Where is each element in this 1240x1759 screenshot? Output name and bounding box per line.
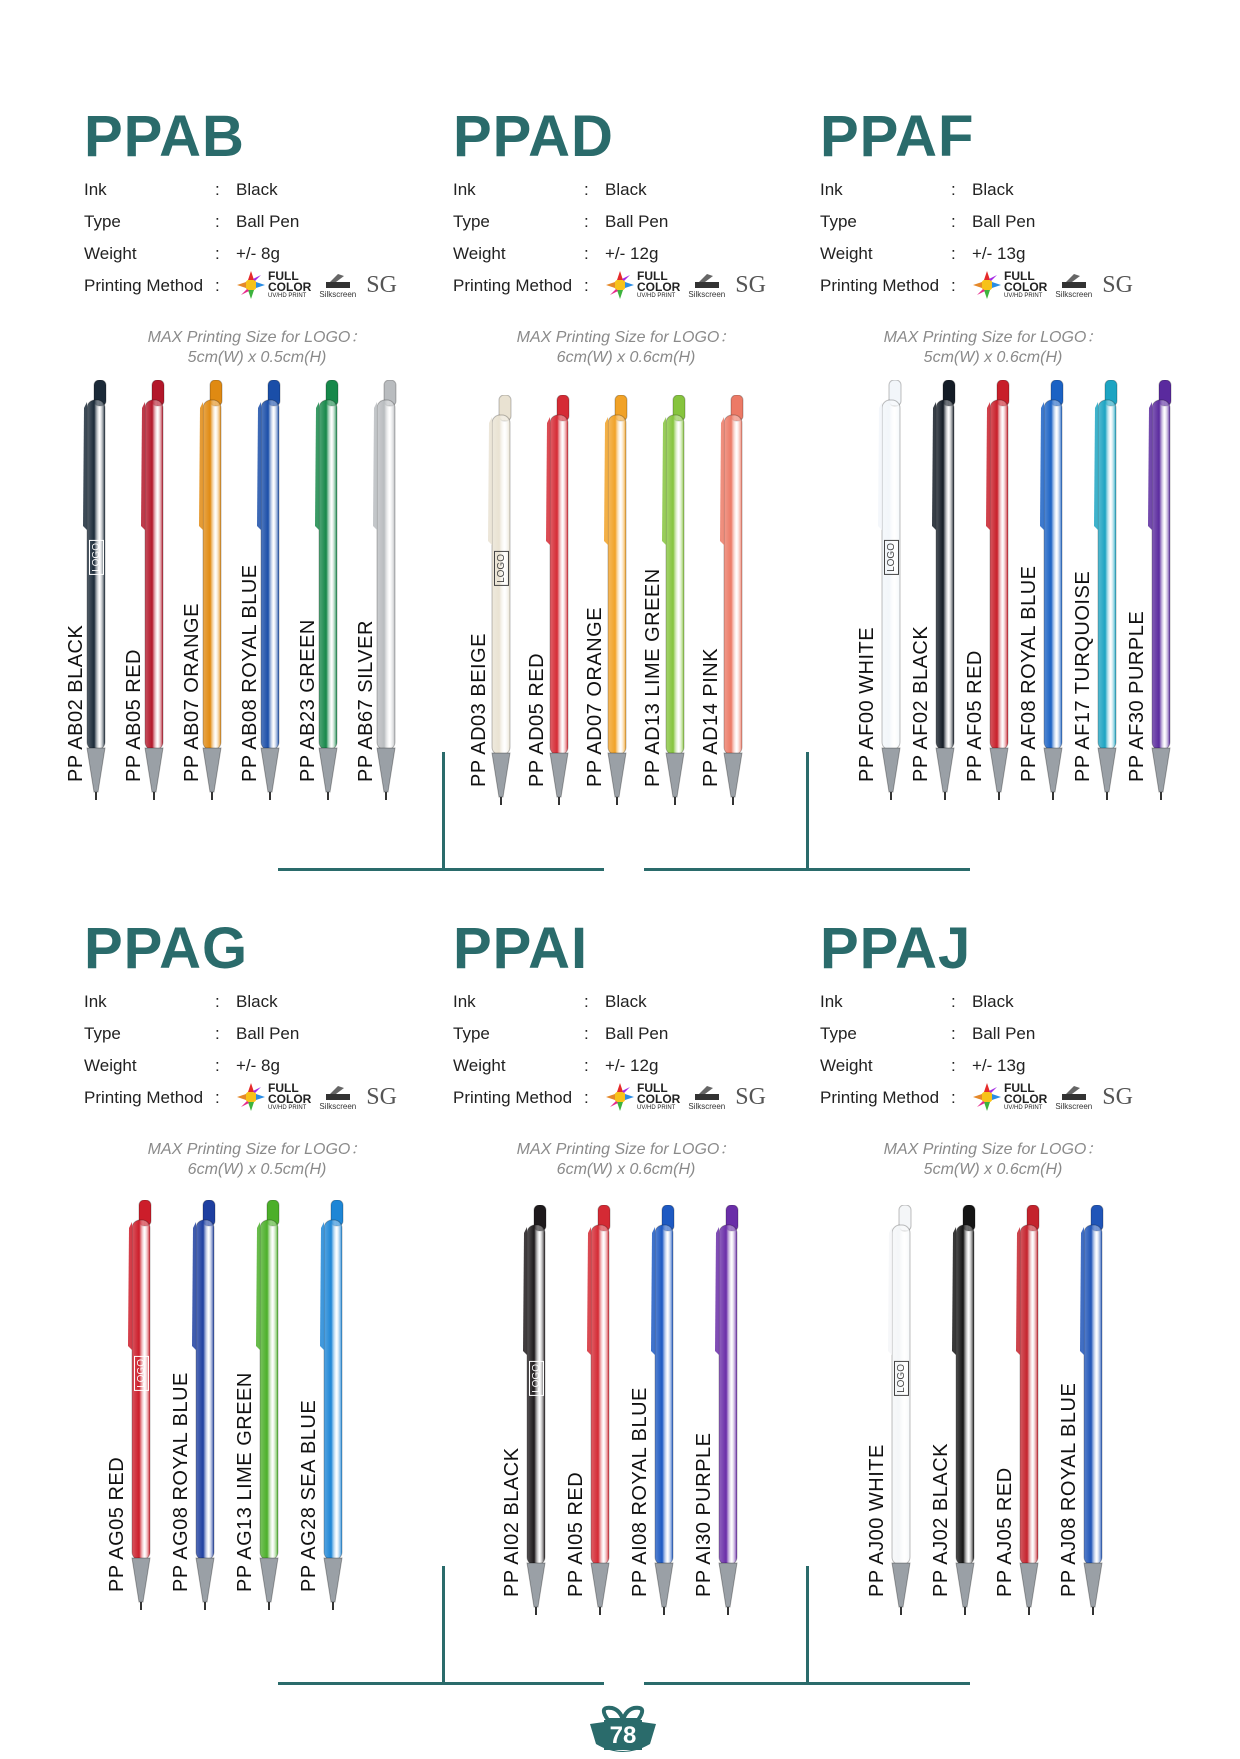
pen-lineup xyxy=(460,395,750,805)
sg-print-label: SG xyxy=(366,272,397,298)
silkscreen-label: Silkscreen xyxy=(1055,289,1093,299)
max-print-size xyxy=(92,328,422,368)
spec-colon: : xyxy=(951,180,956,199)
pen-item xyxy=(988,1205,1052,1615)
spec-colon: : xyxy=(584,1024,589,1043)
pen-label: PP AB67 SILVER xyxy=(355,620,377,782)
silkscreen-icon xyxy=(688,272,725,299)
spec-label-weight: Weight xyxy=(84,244,137,263)
spec-label-printing: Printing Method xyxy=(820,276,940,295)
max-print-size xyxy=(828,328,1158,368)
pen-label: PP AJ00 WHITE xyxy=(866,1444,888,1597)
uv-print-label: UV/HD PRINT xyxy=(1004,1104,1043,1111)
pen-label: PP AB08 ROYAL BLUE xyxy=(239,564,261,782)
pen-label: PP AF00 WHITE xyxy=(856,626,878,782)
full-label: FULL xyxy=(637,268,668,283)
spec-value-weight: +/- 13g xyxy=(972,244,1026,263)
spec-label-ink: Ink xyxy=(453,180,476,199)
spec-label-ink: Ink xyxy=(820,180,843,199)
spec-row-ink xyxy=(453,174,783,206)
pen-label: PP AI08 ROYAL BLUE xyxy=(629,1387,651,1597)
spec-label-type: Type xyxy=(453,212,490,231)
spec-label-weight: Weight xyxy=(84,1056,137,1075)
divider-line xyxy=(278,868,604,871)
pen-item xyxy=(623,1205,687,1615)
spec-label-ink: Ink xyxy=(453,992,476,1011)
pen-item xyxy=(1066,380,1120,800)
uv-print-label: UV/HD PRINT xyxy=(637,1104,676,1111)
print-method-icons xyxy=(236,266,397,304)
pen-item xyxy=(850,380,904,800)
color-label: COLOR xyxy=(268,1091,312,1106)
pen-item xyxy=(958,380,1012,800)
product-block xyxy=(84,916,414,1114)
divider-line xyxy=(806,752,809,869)
spec-colon: : xyxy=(215,1088,220,1107)
color-label: COLOR xyxy=(637,1091,681,1106)
pen-item xyxy=(55,380,113,800)
divider-line xyxy=(278,1682,604,1685)
spec-value-ink: Black xyxy=(236,180,278,199)
spec-colon: : xyxy=(951,244,956,263)
spec-label-type: Type xyxy=(84,212,121,231)
pen-item xyxy=(228,1200,292,1610)
logo-print-area: LOGO xyxy=(529,1361,544,1396)
pen-item xyxy=(345,380,403,800)
pen-label: PP AI02 BLACK xyxy=(501,1447,523,1597)
spec-label-ink: Ink xyxy=(84,180,107,199)
spec-row-ink xyxy=(84,986,414,1018)
spec-value-weight: +/- 12g xyxy=(605,244,659,263)
spec-colon: : xyxy=(951,1088,956,1107)
page-number: 78 xyxy=(609,1722,637,1749)
pen-label: PP AF17 TURQUOISE xyxy=(1072,570,1094,782)
spec-row-printing xyxy=(84,270,414,302)
silkscreen-icon xyxy=(1055,272,1092,299)
spec-label-weight: Weight xyxy=(820,1056,873,1075)
silkscreen-label: Silkscreen xyxy=(688,289,726,299)
pen-item xyxy=(460,395,518,805)
spec-value-type: Ball Pen xyxy=(605,212,669,231)
logo-print-area: LOGO xyxy=(894,1361,909,1396)
product-code: PPAF xyxy=(820,104,975,169)
spec-value-type: Ball Pen xyxy=(605,1024,669,1043)
uv-print-label: UV/HD PRINT xyxy=(268,292,307,299)
color-burst-icon xyxy=(236,1082,266,1112)
sg-print-label: SG xyxy=(735,1084,766,1110)
spec-colon: : xyxy=(951,1056,956,1075)
color-label: COLOR xyxy=(268,279,312,294)
sg-print-label: SG xyxy=(1102,1084,1133,1110)
pen-item xyxy=(113,380,171,800)
spec-label-printing: Printing Method xyxy=(453,1088,573,1107)
spec-row-ink xyxy=(453,986,783,1018)
spec-colon: : xyxy=(951,212,956,231)
color-label: COLOR xyxy=(1004,279,1048,294)
divider-line xyxy=(442,752,445,869)
full-label: FULL xyxy=(637,1080,668,1095)
spec-label-ink: Ink xyxy=(820,992,843,1011)
product-block xyxy=(820,104,1150,302)
pen-item xyxy=(164,1200,228,1610)
max-print-size xyxy=(461,1140,791,1180)
spec-value-type: Ball Pen xyxy=(236,212,300,231)
pen-label: PP AJ02 BLACK xyxy=(930,1443,952,1597)
pen-lineup xyxy=(860,1205,1116,1615)
squeegee-icon xyxy=(693,272,721,290)
silkscreen-icon xyxy=(319,272,356,299)
spec-value-weight: +/- 8g xyxy=(236,1056,280,1075)
spec-label-weight: Weight xyxy=(453,1056,506,1075)
color-label: COLOR xyxy=(1004,1091,1048,1106)
color-burst-icon xyxy=(972,270,1002,300)
pen-label: PP AJ08 ROYAL BLUE xyxy=(1058,1382,1080,1597)
max-print-size xyxy=(92,1140,422,1180)
spec-colon: : xyxy=(951,992,956,1011)
logo-print-area: LOGO xyxy=(89,540,104,575)
uv-print-label: UV/HD PRINT xyxy=(1004,292,1043,299)
pen-lineup xyxy=(495,1205,751,1615)
max-print-title: MAX Printing Size for LOGO： xyxy=(516,329,736,346)
pen-label: PP AI05 RED xyxy=(565,1471,587,1597)
full-color-print-icon xyxy=(605,270,680,300)
max-print-size xyxy=(828,1140,1158,1180)
spec-label-type: Type xyxy=(84,1024,121,1043)
logo-print-area: LOGO xyxy=(134,1356,149,1391)
max-print-title: MAX Printing Size for LOGO： xyxy=(516,1141,736,1158)
spec-value-weight: +/- 8g xyxy=(236,244,280,263)
spec-value-ink: Black xyxy=(972,180,1014,199)
spec-value-ink: Black xyxy=(972,992,1014,1011)
pen-label: PP AD14 PINK xyxy=(700,647,722,787)
product-code: PPAJ xyxy=(820,916,972,981)
spec-colon: : xyxy=(584,1088,589,1107)
silkscreen-icon xyxy=(319,1084,356,1111)
spec-colon: : xyxy=(584,992,589,1011)
max-print-title: MAX Printing Size for LOGO： xyxy=(147,1141,367,1158)
color-label: COLOR xyxy=(637,279,681,294)
print-method-icons xyxy=(605,1078,766,1116)
pen-item xyxy=(1012,380,1066,800)
max-print-title: MAX Printing Size for LOGO： xyxy=(883,1141,1103,1158)
pen-item xyxy=(904,380,958,800)
spec-row-ink xyxy=(820,986,1150,1018)
spec-colon: : xyxy=(215,212,220,231)
pen-label: PP AJ05 RED xyxy=(994,1467,1016,1597)
spec-value-ink: Black xyxy=(236,992,278,1011)
full-color-text xyxy=(637,268,681,300)
product-code: PPAB xyxy=(84,104,245,169)
print-method-icons xyxy=(605,266,766,304)
full-color-print-icon xyxy=(972,270,1047,300)
divider-line xyxy=(806,1566,809,1683)
silkscreen-label: Silkscreen xyxy=(1055,1101,1093,1111)
spec-value-type: Ball Pen xyxy=(972,212,1036,231)
pen-label: PP AD03 BEIGE xyxy=(468,633,490,787)
full-color-print-icon xyxy=(236,1082,311,1112)
pen-label: PP AG08 ROYAL BLUE xyxy=(170,1372,192,1592)
full-label: FULL xyxy=(1004,1080,1035,1095)
color-burst-icon xyxy=(236,270,266,300)
spec-colon: : xyxy=(215,180,220,199)
spec-colon: : xyxy=(584,212,589,231)
spec-row-type xyxy=(453,1018,783,1050)
print-method-icons xyxy=(972,266,1133,304)
product-block xyxy=(84,104,414,302)
silkscreen-label: Silkscreen xyxy=(688,1101,726,1111)
spec-row-type xyxy=(820,1018,1150,1050)
pen-label: PP AG28 SEA BLUE xyxy=(298,1399,320,1592)
silkscreen-label: Silkscreen xyxy=(319,289,357,299)
silkscreen-icon xyxy=(688,1084,725,1111)
max-print-size xyxy=(461,328,791,368)
pen-label: PP AD13 LIME GREEN xyxy=(642,568,664,787)
full-color-print-icon xyxy=(236,270,311,300)
spec-colon: : xyxy=(215,1056,220,1075)
sg-print-label: SG xyxy=(366,1084,397,1110)
spec-value-ink: Black xyxy=(605,992,647,1011)
pen-item xyxy=(559,1205,623,1615)
spec-row-printing xyxy=(453,1082,783,1114)
squeegee-icon xyxy=(1060,272,1088,290)
pen-label: PP AD05 RED xyxy=(526,652,548,787)
pen-item xyxy=(634,395,692,805)
pen-label: PP AD07 ORANGE xyxy=(584,606,606,787)
max-print-value: 6cm(W) x 0.6cm(H) xyxy=(556,1161,696,1178)
spec-row-printing xyxy=(453,270,783,302)
pen-item xyxy=(1052,1205,1116,1615)
spec-colon: : xyxy=(584,180,589,199)
page-number-badge xyxy=(578,1698,668,1754)
spec-row-type xyxy=(84,206,414,238)
spec-label-type: Type xyxy=(820,212,857,231)
full-color-text xyxy=(1004,1080,1048,1112)
sg-print-label: SG xyxy=(1102,272,1133,298)
pen-item xyxy=(229,380,287,800)
spec-colon: : xyxy=(584,1056,589,1075)
spec-row-ink xyxy=(820,174,1150,206)
pen-label: PP AI30 PURPLE xyxy=(693,1432,715,1597)
silkscreen-label: Silkscreen xyxy=(319,1101,357,1111)
full-label: FULL xyxy=(1004,268,1035,283)
full-color-print-icon xyxy=(605,1082,680,1112)
max-print-value: 5cm(W) x 0.6cm(H) xyxy=(923,349,1063,366)
pen-label: PP AB23 GREEN xyxy=(297,619,319,782)
pen-item xyxy=(576,395,634,805)
pen-item xyxy=(171,380,229,800)
pen-item xyxy=(860,1205,924,1615)
pen-label: PP AF08 ROYAL BLUE xyxy=(1018,565,1040,782)
pen-lineup xyxy=(100,1200,356,1610)
product-block xyxy=(453,916,783,1114)
spec-value-type: Ball Pen xyxy=(972,1024,1036,1043)
full-color-text xyxy=(1004,268,1048,300)
pen-lineup xyxy=(850,380,1174,800)
spec-label-printing: Printing Method xyxy=(84,1088,204,1107)
max-print-value: 6cm(W) x 0.5cm(H) xyxy=(187,1161,327,1178)
pen-item xyxy=(687,1205,751,1615)
spec-label-weight: Weight xyxy=(820,244,873,263)
spec-colon: : xyxy=(584,276,589,295)
full-label: FULL xyxy=(268,268,299,283)
product-code: PPAG xyxy=(84,916,249,981)
sg-print-label: SG xyxy=(735,272,766,298)
pen-item xyxy=(495,1205,559,1615)
product-code: PPAI xyxy=(453,916,589,981)
spec-row-type xyxy=(453,206,783,238)
pen-item xyxy=(924,1205,988,1615)
product-block xyxy=(820,916,1150,1114)
spec-colon: : xyxy=(951,1024,956,1043)
squeegee-icon xyxy=(324,272,352,290)
pen-item xyxy=(287,380,345,800)
pen-item xyxy=(518,395,576,805)
spec-label-printing: Printing Method xyxy=(453,276,573,295)
print-method-icons xyxy=(236,1078,397,1116)
print-method-icons xyxy=(972,1078,1133,1116)
pen-label: PP AB07 ORANGE xyxy=(181,603,203,782)
pen-label: PP AB02 BLACK xyxy=(65,624,87,782)
spec-label-type: Type xyxy=(453,1024,490,1043)
spec-row-type xyxy=(84,1018,414,1050)
logo-print-area: LOGO xyxy=(884,540,899,575)
pen-label: PP AF05 RED xyxy=(964,650,986,782)
pen-label: PP AB05 RED xyxy=(123,649,145,782)
product-block xyxy=(453,104,783,302)
pen-label: PP AF30 PURPLE xyxy=(1126,610,1148,782)
pen-label: PP AG05 RED xyxy=(106,1456,128,1592)
pen-label: PP AG13 LIME GREEN xyxy=(234,1372,256,1592)
product-code: PPAD xyxy=(453,104,614,169)
uv-print-label: UV/HD PRINT xyxy=(268,1104,307,1111)
spec-colon: : xyxy=(215,276,220,295)
divider-line xyxy=(442,1566,445,1683)
full-color-text xyxy=(268,1080,312,1112)
spec-colon: : xyxy=(215,244,220,263)
silkscreen-icon xyxy=(1055,1084,1092,1111)
squeegee-icon xyxy=(324,1084,352,1102)
spec-row-printing xyxy=(820,270,1150,302)
max-print-title: MAX Printing Size for LOGO： xyxy=(147,329,367,346)
spec-row-printing xyxy=(84,1082,414,1114)
spec-label-type: Type xyxy=(820,1024,857,1043)
full-color-text xyxy=(637,1080,681,1112)
logo-print-area: LOGO xyxy=(494,551,509,586)
pen-item xyxy=(292,1200,356,1610)
spec-colon: : xyxy=(951,276,956,295)
max-print-title: MAX Printing Size for LOGO： xyxy=(883,329,1103,346)
max-print-value: 5cm(W) x 0.5cm(H) xyxy=(187,349,327,366)
max-print-value: 6cm(W) x 0.6cm(H) xyxy=(556,349,696,366)
spec-colon: : xyxy=(584,244,589,263)
pen-item xyxy=(100,1200,164,1610)
full-label: FULL xyxy=(268,1080,299,1095)
spec-value-weight: +/- 13g xyxy=(972,1056,1026,1075)
spec-label-printing: Printing Method xyxy=(820,1088,940,1107)
squeegee-icon xyxy=(693,1084,721,1102)
spec-label-printing: Printing Method xyxy=(84,276,204,295)
color-burst-icon xyxy=(605,270,635,300)
spec-row-ink xyxy=(84,174,414,206)
spec-label-weight: Weight xyxy=(453,244,506,263)
uv-print-label: UV/HD PRINT xyxy=(637,292,676,299)
spec-row-printing xyxy=(820,1082,1150,1114)
spec-value-ink: Black xyxy=(605,180,647,199)
color-burst-icon xyxy=(605,1082,635,1112)
max-print-value: 5cm(W) x 0.6cm(H) xyxy=(923,1161,1063,1178)
pen-item xyxy=(692,395,750,805)
spec-value-type: Ball Pen xyxy=(236,1024,300,1043)
spec-value-weight: +/- 12g xyxy=(605,1056,659,1075)
spec-label-ink: Ink xyxy=(84,992,107,1011)
full-color-print-icon xyxy=(972,1082,1047,1112)
pen-lineup xyxy=(55,380,403,800)
spec-row-type xyxy=(820,206,1150,238)
pen-label: PP AF02 BLACK xyxy=(910,625,932,782)
pen-item xyxy=(1120,380,1174,800)
color-burst-icon xyxy=(972,1082,1002,1112)
spec-colon: : xyxy=(215,1024,220,1043)
spec-colon: : xyxy=(215,992,220,1011)
squeegee-icon xyxy=(1060,1084,1088,1102)
full-color-text xyxy=(268,268,312,300)
